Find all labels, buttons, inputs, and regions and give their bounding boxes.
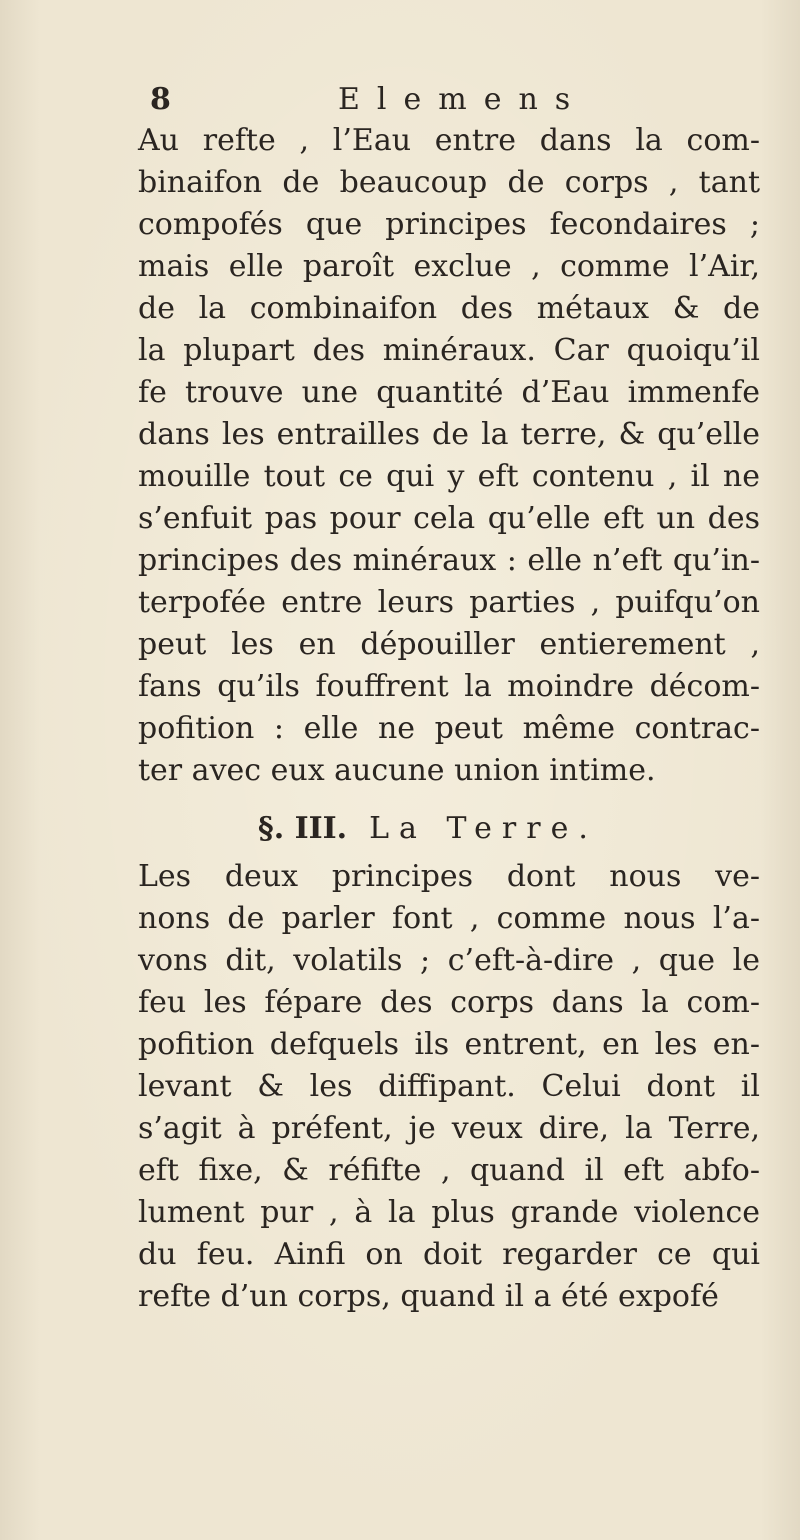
paragraph-water	[138, 120, 760, 792]
text-line: principes des minéraux : elle n’eft qu’in-	[138, 543, 760, 578]
text-line: peut les en dépouiller entierement ,	[138, 627, 760, 662]
text-line: mouille tout ce qui y eft contenu , il ne	[138, 459, 760, 494]
text-line: fe trouve une quantité d’Eau immenfe	[138, 375, 760, 410]
text-line: vons dit, volatils ; c’eft-à-dire , que le	[138, 943, 760, 978]
text-line: refte d’un corps, quand il a été expofé	[138, 1279, 719, 1314]
text-line: binaifon de beaucoup de corps , tant	[138, 165, 760, 200]
text-line: de la combinaifon des métaux & de	[138, 291, 760, 326]
text-line: lument pur , à la plus grande violence	[138, 1195, 760, 1230]
section-number: §. III.	[258, 811, 348, 846]
text-line: Au refte , l’Eau entre dans la com-	[138, 123, 760, 158]
paragraph-earth	[138, 856, 760, 1318]
running-title: Elemens	[338, 82, 588, 117]
text-line: s’enfuit pas pour cela qu’elle eft un des	[138, 501, 760, 536]
text-line: compofés que principes fecondaires ;	[138, 207, 760, 242]
text-line: s’agit à préfent, je veux dire, la Terre,	[138, 1111, 760, 1146]
text-line: eft fixe, & réfifte , quand il eft abfo-	[138, 1153, 760, 1188]
text-line: terpofée entre leurs parties , puifqu’on	[138, 585, 760, 620]
text-line: levant & les diffipant. Celui dont il	[138, 1069, 760, 1104]
text-line: pofition : elle ne peut même contrac-	[138, 711, 760, 746]
text-line: dans les entrailles de la terre, & qu’elle	[138, 417, 760, 452]
text-line: la plupart des minéraux. Car quoiqu’il	[138, 333, 760, 368]
text-line: feu les fépare des corps dans la com-	[138, 985, 760, 1020]
section-heading	[258, 808, 598, 850]
text-line: mais elle paroît exclue , comme l’Air,	[138, 249, 760, 284]
section-title: La Terre.	[369, 811, 598, 846]
text-line: pofition defquels ils entrent, en les en-	[138, 1027, 760, 1062]
page-number: 8	[150, 82, 171, 117]
text-line: nons de parler font , comme nous l’a-	[138, 901, 760, 936]
text-line: ter avec eux aucune union intime.	[138, 753, 656, 788]
text-line: fans qu’ils fouffrent la moindre décom-	[138, 669, 760, 704]
text-line: du feu. Ainfi on doit regarder ce qui	[138, 1237, 760, 1272]
text-line: Les deux principes dont nous ve-	[138, 859, 760, 894]
